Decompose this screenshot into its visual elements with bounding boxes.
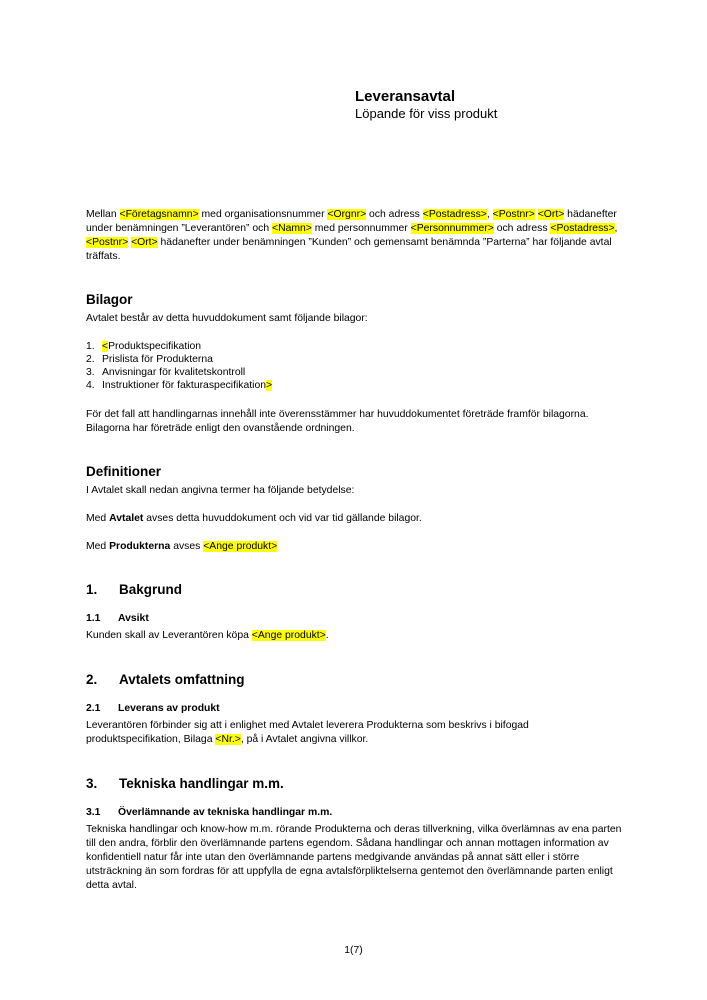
section-1-1-text: Kunden skall av Leverantören köpa <Ange produkt>. bbox=[86, 630, 329, 641]
document-subtitle: Löpande för viss produkt bbox=[355, 106, 498, 121]
list-item: 2. Prislista för Produkterna bbox=[86, 354, 213, 365]
section-2-heading: 2. Avtalets omfattning bbox=[86, 672, 245, 687]
list-item: 1. <Produktspecifikation bbox=[86, 341, 202, 352]
section-3-heading: 3. Tekniska handlingar m.m. bbox=[86, 776, 284, 791]
section-3-1-text: Tekniska handlingar och know-how m.m. rörande Produkterna och deras tillverkning, vilka överlämnas av ena parten till den andra, förblir den överlämnande partens egendom. Sådana handlingar och annan mottagen information av konfidentiell natur får inte utan den överlämnande partens medgivande användas på annat sätt eller i större utsträckning än som fordras för att uppfylla de egna avtalsförpliktelserna gentemot den överlämnande parten enligt detta avtal. bbox=[86, 824, 622, 891]
section-2-1-text: Leverantören förbinder sig att i enlighet med Avtalet leverera Produkterna som beskrivs i bifogad produktspecifikation, Bilaga <Nr.>, på i Avtalet angivna villkor. bbox=[86, 720, 529, 745]
field-ange-produkt-2[interactable]: <Ange produkt> bbox=[251, 630, 326, 641]
section-1-heading: 1. Bakgrund bbox=[86, 582, 183, 597]
field-ange-produkt[interactable]: <Ange produkt> bbox=[203, 541, 278, 552]
bilagor-list bbox=[86, 340, 272, 392]
field-bilaga-nr[interactable]: <Nr.> bbox=[215, 734, 241, 745]
field-namn[interactable]: <Namn> bbox=[272, 223, 312, 234]
section-1-1-heading: 1.1 Avsikt bbox=[86, 613, 149, 624]
section-3-1-heading: 3.1 Överlämnande av tekniska handlingar m.m. bbox=[86, 807, 333, 818]
heading-bilagor: Bilagor bbox=[86, 292, 133, 307]
definition-avtalet: Med Avtalet avses detta huvuddokument och vid var tid gällande bilagor. bbox=[86, 513, 422, 524]
field-orgnr[interactable]: <Orgnr> bbox=[327, 209, 367, 220]
definitioner-lead: I Avtalet skall nedan angivna termer ha följande betydelse: bbox=[86, 485, 355, 496]
section-2-1-heading: 2.1 Leverans av produkt bbox=[86, 703, 220, 714]
list-item: 4. Instruktioner för fakturaspecifikation> bbox=[86, 380, 273, 391]
field-postadress-leverantor[interactable]: <Postadress> bbox=[422, 209, 487, 220]
field-ort-leverantor[interactable]: <Ort> bbox=[537, 209, 565, 220]
page-number: 1(7) bbox=[344, 945, 363, 956]
field-postadress-kund[interactable]: <Postadress> bbox=[550, 223, 615, 234]
field-foretagsnamn[interactable]: <Företagsnamn> bbox=[119, 209, 199, 220]
field-postnr-kund[interactable]: <Postnr> bbox=[86, 237, 129, 248]
field-personnummer[interactable]: <Personnummer> bbox=[410, 223, 494, 234]
bilagor-precedence: För det fall att handlingarnas innehåll inte överensstämmer har huvuddokumentet företräde framför bilagorna. Bilagorna har företräde enligt den ovanstående ordningen. bbox=[86, 409, 589, 434]
list-item: 3. Anvisningar för kvalitetskontroll bbox=[86, 367, 246, 378]
bilagor-lead: Avtalet består av detta huvuddokument samt följande bilagor: bbox=[86, 313, 368, 324]
field-postnr-leverantor[interactable]: <Postnr> bbox=[492, 209, 535, 220]
heading-definitioner: Definitioner bbox=[86, 464, 162, 479]
field-ort-kund[interactable]: <Ort> bbox=[131, 237, 158, 248]
definition-produkterna: Med Produkterna avses <Ange produkt> bbox=[86, 541, 278, 552]
intro-paragraph: Mellan <Företagsnamn> med organisationsnummer <Orgnr> och adress <Postadress>, <Postnr> <Ort> hädanefter under benämningen ”Leverantören” och <Namn> med personnummer <Personnummer> och adress <Postadress>, <Postnr> <Ort> hädanefter under benämningen ”Kunden” och gemensamt benämnda ”Parterna” har följande avtal träffats. bbox=[86, 209, 618, 262]
document-title: Leveransavtal bbox=[355, 88, 456, 105]
